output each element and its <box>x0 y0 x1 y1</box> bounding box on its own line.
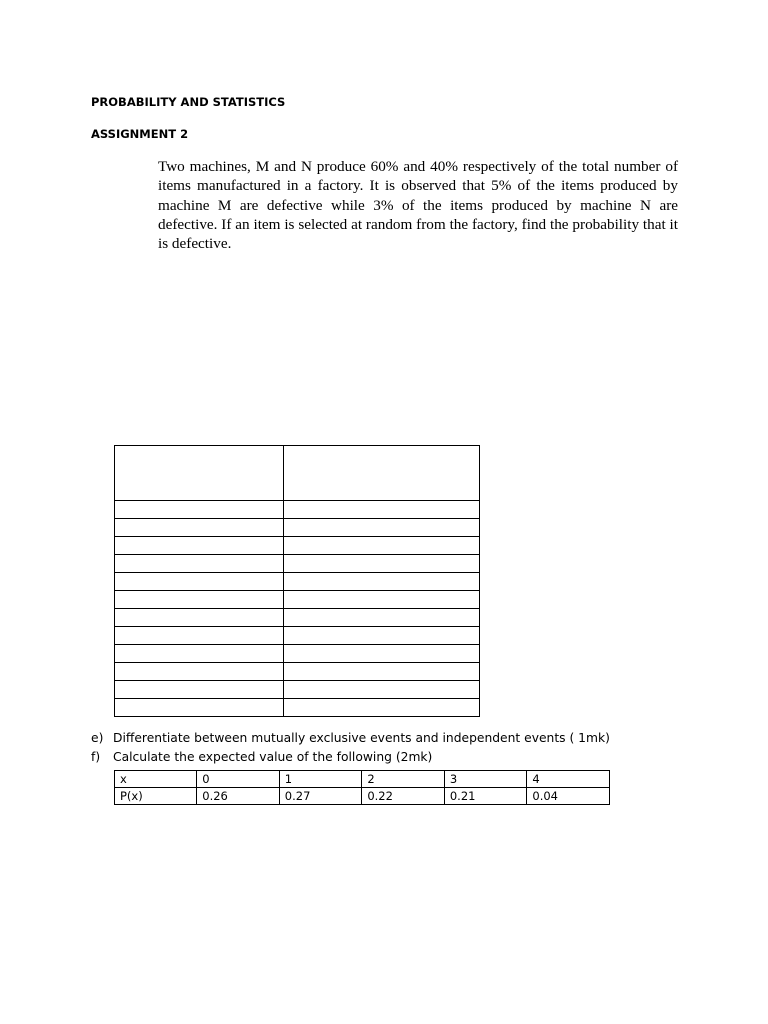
blank-table-row <box>115 645 480 663</box>
blank-table-cell <box>284 591 480 609</box>
blank-table-row <box>115 699 480 717</box>
blank-table-row <box>115 537 480 555</box>
blank-table-cell <box>284 699 480 717</box>
blank-table-row <box>115 609 480 627</box>
blank-table-cell <box>115 446 284 501</box>
blank-table-cell <box>284 645 480 663</box>
blank-table-cell <box>284 627 480 645</box>
table-cell: x <box>115 771 197 788</box>
page-title: PROBABILITY AND STATISTICS <box>91 95 286 109</box>
question-f-text: Calculate the expected value of the following (2mk) <box>113 750 433 764</box>
blank-answer-table <box>114 445 480 717</box>
question-e <box>91 731 610 745</box>
blank-table-cell <box>115 555 284 573</box>
question-f-label: f) <box>91 750 101 764</box>
table-cell: 0 <box>197 771 280 788</box>
blank-table-cell <box>284 663 480 681</box>
blank-table-cell <box>115 663 284 681</box>
blank-table-cell <box>115 537 284 555</box>
blank-table-cell <box>115 699 284 717</box>
blank-table-cell <box>284 681 480 699</box>
table-cell: 4 <box>527 771 610 788</box>
table-row-px <box>115 788 610 805</box>
blank-table-cell <box>115 609 284 627</box>
table-cell: 0.04 <box>527 788 610 805</box>
question-e-label: e) <box>91 731 104 745</box>
blank-table-header-row <box>115 446 480 501</box>
blank-table-cell <box>284 555 480 573</box>
blank-table-row <box>115 627 480 645</box>
question-e-text: Differentiate between mutually exclusive events and independent events ( 1mk) <box>113 731 610 745</box>
problem-paragraph: Two machines, M and N produce 60% and 40% respectively of the total number of items manufactured in a factory. It is observed that 5% of the items produced by machine M are defective while 3% of the items produced by machine N are defective. If an item is selected at random from the factory, find the probability that it is defective. <box>158 158 678 253</box>
table-cell: 0.27 <box>279 788 362 805</box>
blank-table-row <box>115 663 480 681</box>
blank-table-cell <box>284 609 480 627</box>
question-f <box>91 750 432 764</box>
blank-table-cell <box>284 501 480 519</box>
assignment-heading: ASSIGNMENT 2 <box>91 127 189 141</box>
table-cell: 2 <box>362 771 445 788</box>
blank-table-row <box>115 519 480 537</box>
table-cell: 3 <box>444 771 527 788</box>
blank-table-cell <box>115 591 284 609</box>
blank-table-row <box>115 501 480 519</box>
blank-table-row <box>115 555 480 573</box>
blank-table-cell <box>284 519 480 537</box>
blank-table-cell <box>115 501 284 519</box>
table-cell: 1 <box>279 771 362 788</box>
table-cell: P(x) <box>115 788 197 805</box>
blank-table-row <box>115 591 480 609</box>
blank-table-row <box>115 573 480 591</box>
blank-table-cell <box>115 627 284 645</box>
table-cell: 0.26 <box>197 788 280 805</box>
expected-value-table <box>114 770 610 805</box>
table-row-x <box>115 771 610 788</box>
blank-table-cell <box>115 681 284 699</box>
blank-table-cell <box>284 446 480 501</box>
blank-table-cell <box>115 519 284 537</box>
blank-table-cell <box>115 645 284 663</box>
blank-table-cell <box>284 573 480 591</box>
table-cell: 0.21 <box>444 788 527 805</box>
blank-table-cell <box>284 537 480 555</box>
table-cell: 0.22 <box>362 788 445 805</box>
blank-table-row <box>115 681 480 699</box>
blank-table-cell <box>115 573 284 591</box>
